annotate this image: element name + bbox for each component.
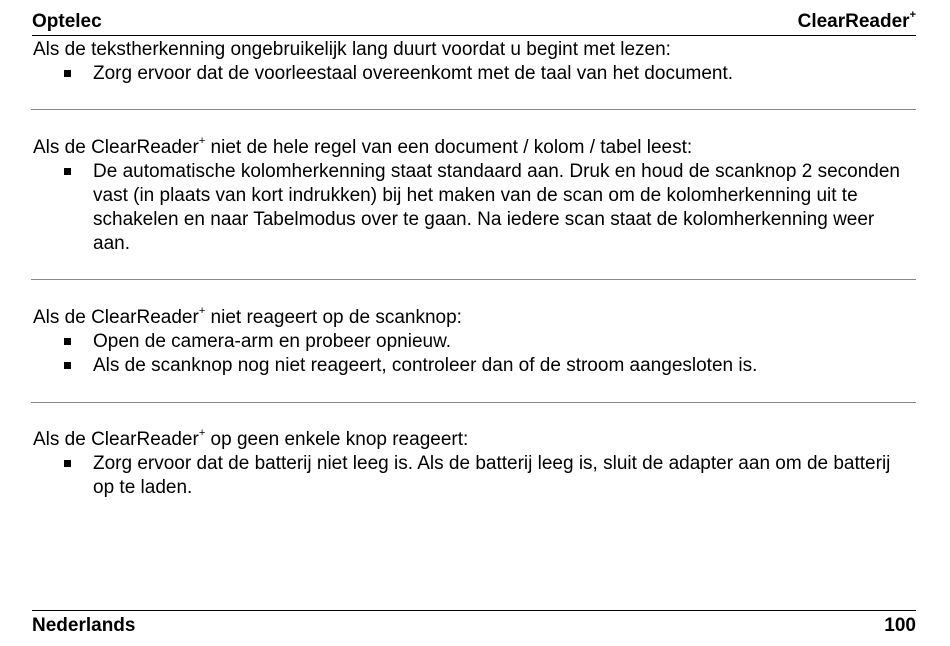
square-bullet-icon (64, 70, 71, 77)
section-divider (31, 109, 916, 110)
list-item-text: De automatische kolomherkenning staat standaard aan. Druk en houd de scanknop 2 seconden vast (in plaats van kort indrukken) bij het maken van de scan om de kolomherkenning uit te schakelen en naar Tabelmodus over te gaan. Na iedere scan staat de kolomherkenning weer aan. (93, 161, 900, 254)
section-intro-text: Als de ClearReader (33, 307, 199, 328)
section-intro (33, 136, 913, 160)
list-item-text: Zorg ervoor dat de voorleestaal overeenkomt met de taal van het document. (93, 63, 734, 84)
section-intro (33, 306, 913, 330)
troubleshoot-section-scan-button (33, 306, 913, 378)
section-intro-text: Als de tekstherkenning ongebruikelijk lang duurt voordat u begint met lezen: (33, 39, 671, 60)
list-item (33, 330, 913, 354)
troubleshoot-section-column-reading (33, 136, 913, 256)
bullet-list (33, 62, 913, 86)
bullet-list (33, 330, 913, 378)
section-intro-superscript: + (198, 304, 206, 317)
list-item (33, 452, 913, 500)
list-item (33, 160, 913, 256)
list-item-text: Open de camera-arm en probeer opnieuw. (93, 331, 452, 352)
section-intro-text: Als de ClearReader (33, 137, 199, 158)
section-intro-superscript: + (198, 134, 206, 147)
square-bullet-icon (64, 168, 71, 175)
footer-language: Nederlands (32, 615, 136, 636)
troubleshoot-section-no-button (33, 428, 913, 500)
list-item (33, 354, 913, 378)
section-intro-text-continued: op geen enkele knop reageert: (205, 429, 469, 450)
list-item (33, 62, 913, 86)
square-bullet-icon (64, 362, 71, 369)
page-footer (32, 610, 916, 637)
section-intro-text-continued: niet de hele regel van een document / kolom / tabel leest: (205, 137, 693, 158)
header-brand: Optelec (32, 11, 102, 32)
bullet-list (33, 452, 913, 500)
section-divider (31, 402, 916, 403)
square-bullet-icon (64, 460, 71, 467)
section-divider (31, 279, 916, 280)
header-product-superscript: + (909, 8, 916, 21)
page-header (32, 10, 916, 36)
section-intro-superscript: + (198, 426, 206, 439)
square-bullet-icon (64, 338, 71, 345)
list-item-text: Als de scanknop nog niet reageert, controleer dan of de stroom aangesloten is. (93, 355, 758, 376)
header-product (797, 8, 916, 35)
page-number: 100 (884, 615, 916, 636)
section-intro (33, 428, 913, 452)
section-intro-text-continued: niet reageert op de scanknop: (205, 307, 462, 328)
bullet-list (33, 160, 913, 256)
section-intro (33, 38, 913, 62)
troubleshoot-section-slow-recognition (33, 38, 913, 86)
list-item-text: Zorg ervoor dat de batterij niet leeg is. Als de batterij leeg is, sluit de adapter aan om de batterij op te laden. (93, 453, 891, 498)
section-intro-text: Als de ClearReader (33, 429, 199, 450)
header-product-name: ClearReader (797, 11, 910, 32)
